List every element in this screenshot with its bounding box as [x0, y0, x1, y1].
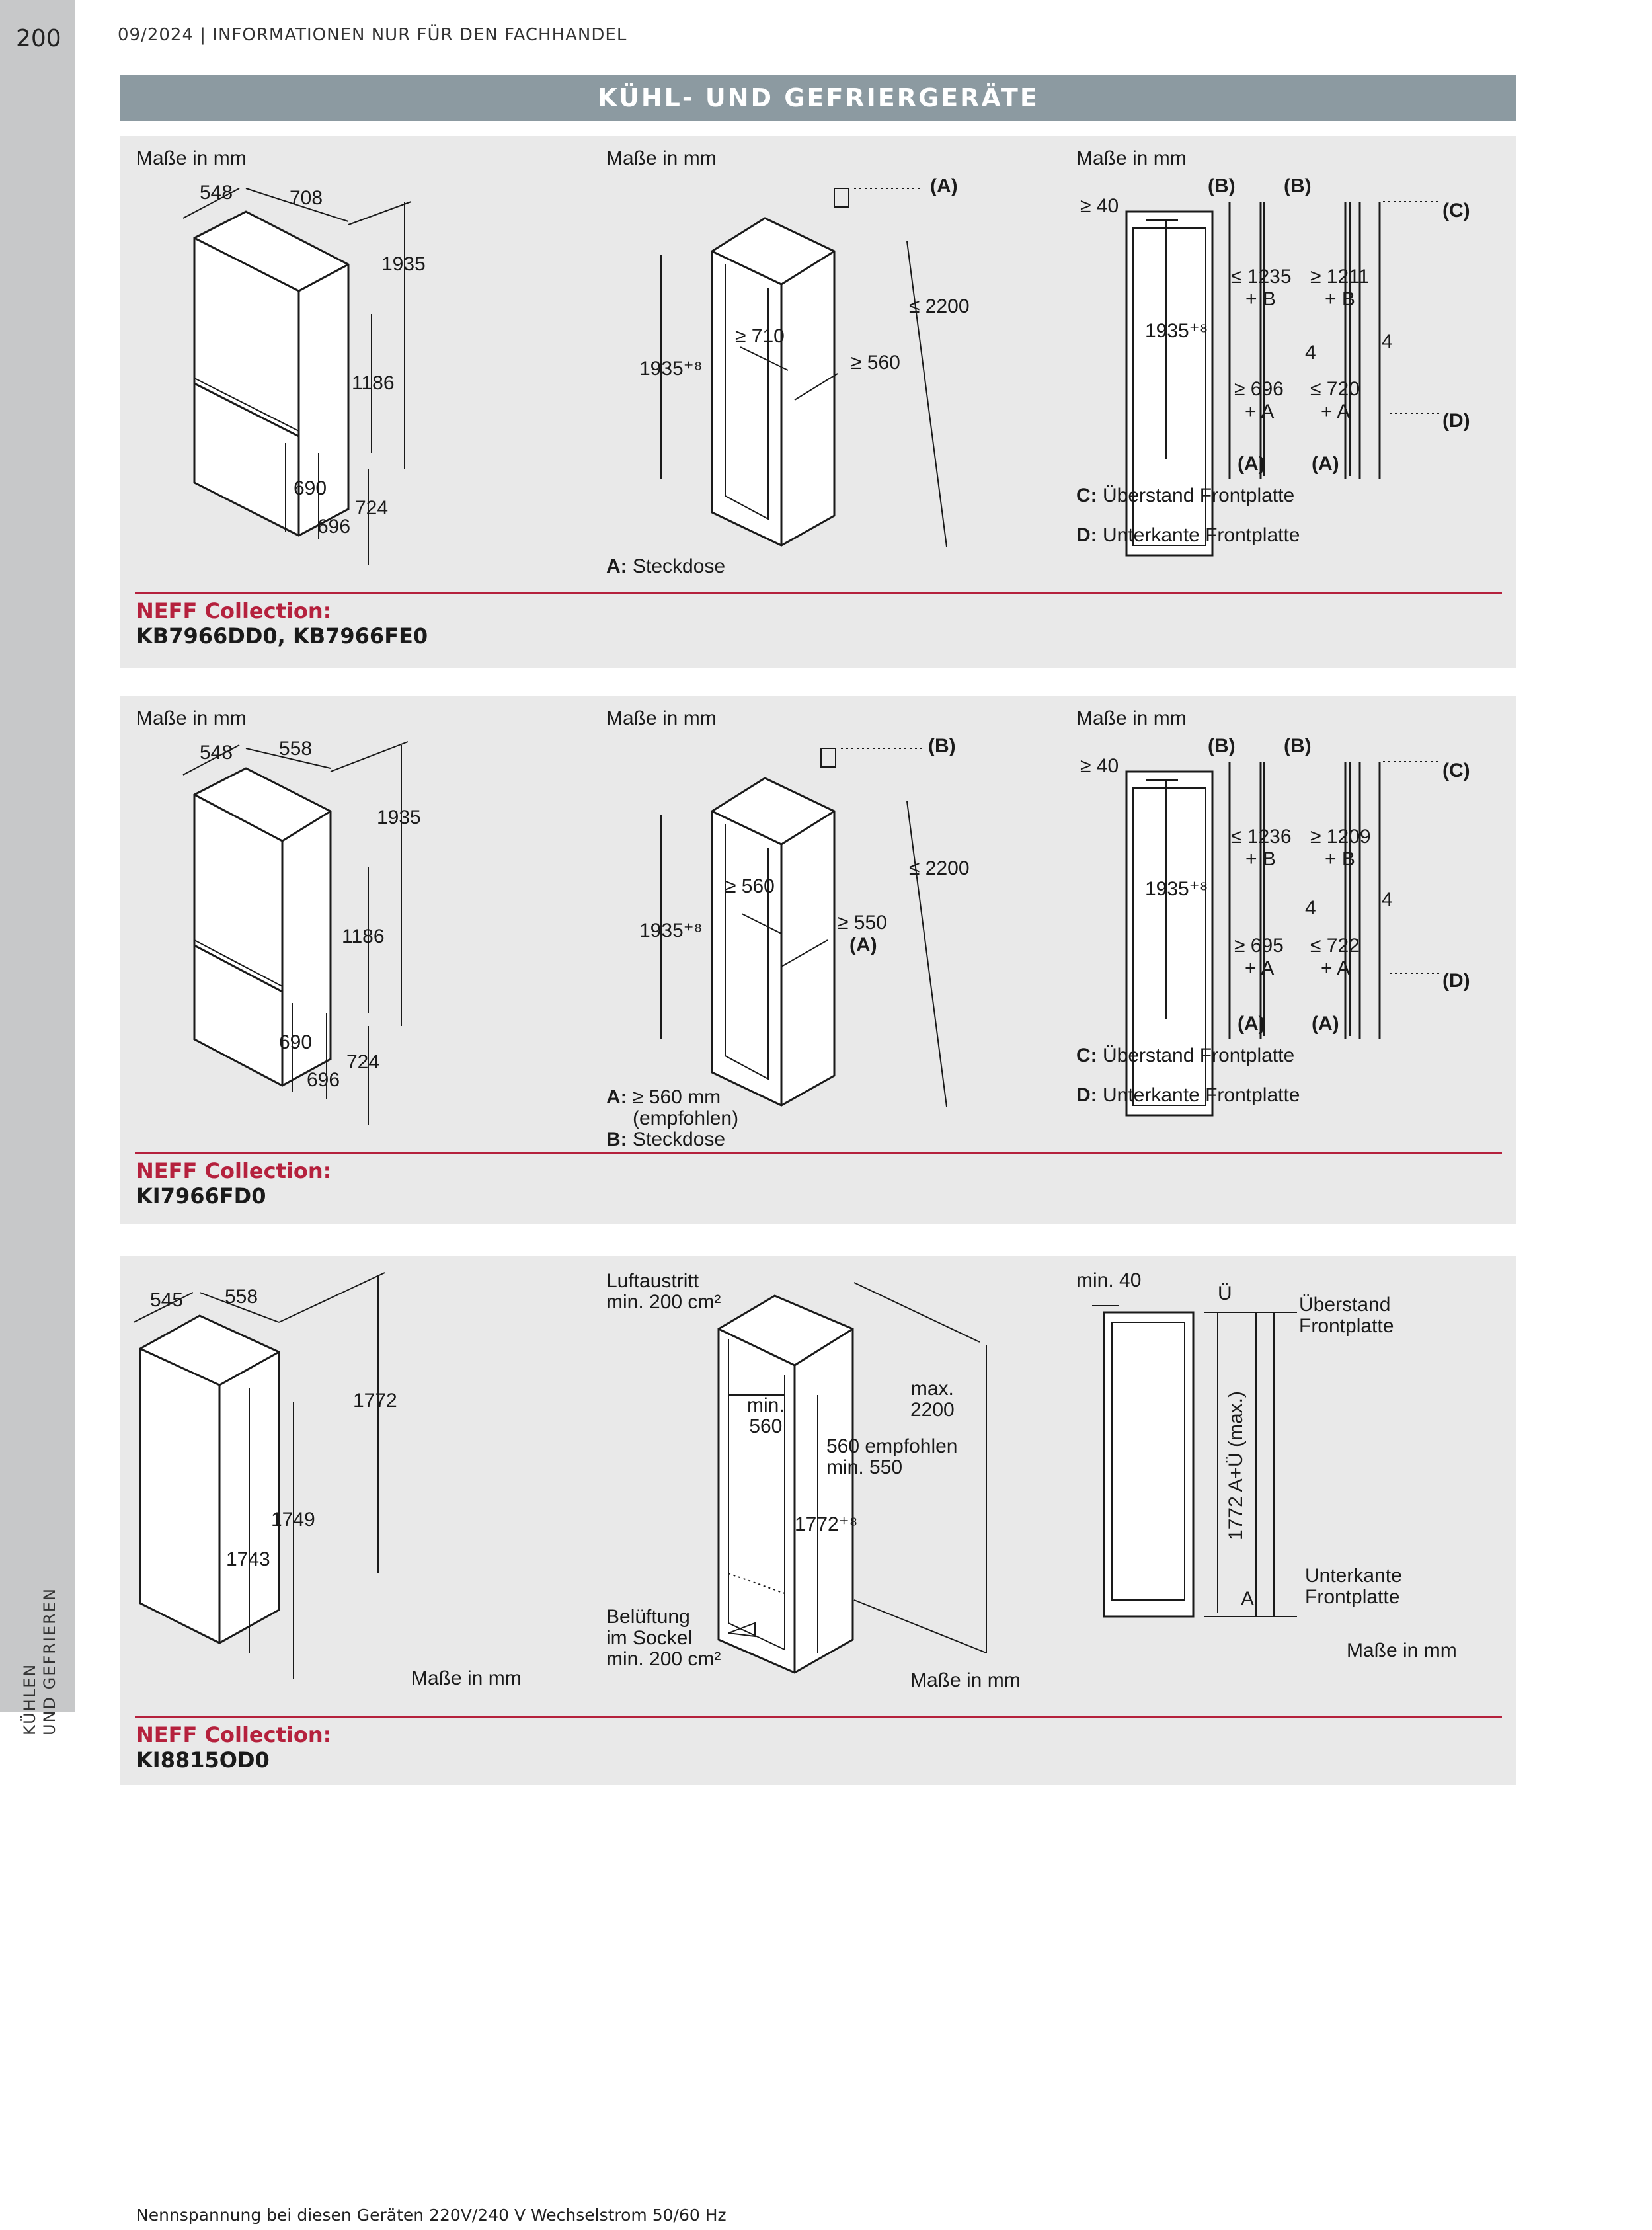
side-b2: (B) — [1284, 735, 1312, 757]
section-divider — [135, 1716, 1502, 1718]
side-upper1-a: ≤ 1235 — [1231, 266, 1292, 288]
side-lower1-a: ≥ 695 — [1234, 935, 1284, 957]
niche-max-height: ≤ 2200 — [909, 857, 970, 879]
side-upper2 — [1310, 826, 1371, 871]
dim-h3: 1743 — [226, 1548, 270, 1570]
vent-line2: im Sockel — [606, 1627, 693, 1649]
air-out-line1: Luftaustritt — [606, 1270, 699, 1292]
c-key: C: — [1076, 1045, 1097, 1066]
side-min-gap: ≥ 40 — [1080, 755, 1119, 777]
side-upper1-a: ≤ 1236 — [1231, 826, 1292, 848]
section-divider — [135, 592, 1502, 594]
overhang-line1: Überstand — [1299, 1294, 1391, 1316]
niche-note — [606, 1087, 738, 1150]
niche-drawing — [661, 748, 947, 1107]
page-title: KÜHL- UND GEFRIERGERÄTE — [120, 75, 1516, 121]
d-text: Unterkante Frontplatte — [1103, 1084, 1300, 1106]
side-upper1-b: + B — [1245, 288, 1276, 310]
side-upper2-b: + B — [1325, 288, 1355, 310]
dim-depth: 545 — [150, 1289, 184, 1311]
side-title: Maße in mm — [1076, 147, 1187, 169]
side-section-drawing — [1092, 1306, 1297, 1616]
niche-air-out — [606, 1271, 721, 1313]
side-lower1 — [1234, 378, 1284, 423]
dim-fridge: 1186 — [342, 926, 385, 947]
min-w-line1: min. — [747, 1394, 785, 1416]
model-numbers: KB7966DD0, KB7966FE0 — [136, 623, 428, 649]
niche-depth: ≥ 560 — [851, 352, 900, 374]
side-title: Maße in mm — [1076, 707, 1187, 729]
niche-depth-value: ≥ 550 — [838, 912, 887, 934]
niche-max-height: ≤ 2200 — [909, 296, 970, 317]
side-gap2: 4 — [1382, 889, 1393, 910]
side-lower1-b: + A — [1245, 957, 1275, 979]
dimension-drawings — [120, 696, 1516, 1224]
niche-depth — [826, 1436, 958, 1478]
depth-line1: 560 empfohlen — [826, 1435, 958, 1457]
niche-socket-marker: (A) — [930, 175, 958, 197]
dim-freezer-c: 724 — [346, 1051, 380, 1073]
niche-drawing — [661, 188, 947, 547]
d-key: D: — [1076, 524, 1097, 546]
side-gap1: 4 — [1305, 897, 1316, 919]
side-note-c — [1076, 485, 1294, 507]
dim-width: 558 — [225, 1286, 258, 1308]
side-b2: (B) — [1284, 175, 1312, 197]
dim-freezer-b: 696 — [307, 1069, 340, 1091]
niche-width: ≥ 560 — [725, 875, 775, 897]
page-number: 200 — [16, 25, 61, 52]
side-overhang — [1299, 1294, 1394, 1337]
max-line2: 2200 — [910, 1399, 955, 1421]
depth-line2: min. 550 — [826, 1456, 903, 1478]
side-lower2-a: ≤ 722 — [1310, 935, 1360, 957]
side-lower2-b: + A — [1321, 401, 1351, 422]
side-bottom-edge — [1305, 1566, 1402, 1608]
dim-height: 1935 — [377, 807, 421, 828]
side-lower2-b: + A — [1321, 957, 1351, 979]
note-text-2: (empfohlen) — [633, 1107, 739, 1129]
dim-h2: 1749 — [271, 1509, 315, 1531]
dim-freezer-b: 696 — [317, 516, 351, 538]
dim-depth: 548 — [200, 742, 233, 764]
sidebar-strip — [0, 0, 75, 1712]
side-height: 1935⁺⁸ — [1145, 320, 1208, 342]
c-key: C: — [1076, 485, 1097, 506]
side-note-c — [1076, 1045, 1294, 1067]
niche-height: 1935⁺⁸ — [639, 358, 703, 379]
dimension-drawings — [120, 136, 1516, 668]
niche-socket-marker: (B) — [928, 735, 956, 757]
dim-fridge: 1186 — [352, 372, 395, 394]
dim-freezer-c: 724 — [355, 497, 389, 519]
side-lower2-a: ≤ 720 — [1310, 378, 1360, 400]
sidebar-label-line1: KÜHLEN — [20, 1663, 39, 1735]
side-lower2 — [1310, 378, 1360, 423]
product-section-2 — [120, 696, 1516, 1224]
side-upper2-b: + B — [1325, 848, 1355, 870]
side-min-gap: ≥ 40 — [1080, 195, 1119, 217]
side-lower1-a: ≥ 696 — [1234, 378, 1284, 400]
bottom-line1: Unterkante — [1305, 1565, 1402, 1587]
d-text: Unterkante Frontplatte — [1103, 524, 1300, 546]
dim-depth: 548 — [200, 182, 233, 204]
side-upper1 — [1231, 826, 1292, 871]
side-vertical-dim: 1772 A+Ü (max.) — [1224, 1391, 1247, 1540]
sidebar-category-label — [20, 1583, 66, 1735]
side-upper1-b: + B — [1245, 848, 1276, 870]
dim-freezer-a: 690 — [294, 477, 327, 499]
dim-height: 1772 — [353, 1390, 397, 1412]
note2-key: B: — [606, 1129, 627, 1150]
side-a2: (A) — [1312, 1013, 1339, 1035]
side-c: (C) — [1442, 760, 1470, 781]
collection-label: NEFF Collection: — [136, 1722, 332, 1747]
note-text: ≥ 560 mm — [633, 1086, 721, 1108]
dim-height: 1935 — [381, 253, 426, 275]
niche-max-height — [910, 1378, 955, 1421]
vent-line3: min. 200 cm² — [606, 1648, 721, 1670]
side-lower1 — [1234, 935, 1284, 980]
side-lower2 — [1310, 935, 1360, 980]
side-note-d — [1076, 1084, 1300, 1107]
side-gap2: 4 — [1382, 331, 1393, 352]
d-key: D: — [1076, 1084, 1097, 1106]
side-u: Ü — [1218, 1283, 1232, 1304]
side-title: Maße in mm — [1347, 1640, 1457, 1661]
product-section-1 — [120, 136, 1516, 668]
c-text: Überstand Frontplatte — [1103, 485, 1295, 506]
product-section-3 — [120, 1256, 1516, 1785]
side-a1: (A) — [1238, 1013, 1265, 1035]
collection-label: NEFF Collection: — [136, 598, 332, 623]
side-gap1: 4 — [1305, 342, 1316, 364]
niche-vent — [606, 1607, 721, 1670]
side-a2: (A) — [1312, 453, 1339, 475]
niche-note — [606, 555, 725, 578]
niche-title: Maße in mm — [910, 1669, 1021, 1691]
appliance-title: Maße in mm — [136, 147, 247, 169]
side-height: 1935⁺⁸ — [1145, 878, 1208, 900]
niche-depth — [838, 912, 887, 957]
niche-height: 1772⁺⁸ — [795, 1513, 858, 1535]
model-numbers: KI8815OD0 — [136, 1747, 270, 1772]
niche-width: ≥ 710 — [735, 325, 785, 347]
side-c: (C) — [1442, 200, 1470, 221]
side-d: (D) — [1442, 410, 1470, 432]
note-key: A: — [606, 555, 627, 577]
appliance-title: Maße in mm — [411, 1667, 522, 1689]
niche-min-width — [747, 1395, 785, 1437]
appliance-drawing — [134, 1273, 385, 1679]
dim-width: 558 — [279, 738, 313, 760]
sidebar-label-line2: UND GEFRIEREN — [40, 1587, 59, 1735]
side-lower1-b: + A — [1245, 401, 1275, 422]
side-b1: (B) — [1208, 735, 1236, 757]
appliance-title: Maße in mm — [136, 707, 247, 729]
note2-text: Steckdose — [633, 1129, 726, 1150]
side-upper1 — [1231, 266, 1292, 311]
c-text: Überstand Frontplatte — [1103, 1045, 1295, 1066]
side-min-gap: min. 40 — [1076, 1269, 1142, 1291]
vent-line1: Belüftung — [606, 1606, 690, 1628]
air-out-line2: min. 200 cm² — [606, 1291, 721, 1313]
dim-width: 708 — [290, 187, 323, 209]
side-note-d — [1076, 524, 1300, 547]
side-upper2-a: ≥ 1211 — [1310, 266, 1370, 288]
max-line1: max. — [910, 1378, 954, 1400]
side-d: (D) — [1442, 970, 1470, 992]
niche-height: 1935⁺⁸ — [639, 920, 703, 941]
side-upper2 — [1310, 266, 1369, 311]
side-a1: (A) — [1238, 453, 1265, 475]
niche-depth-note: (A) — [849, 934, 877, 956]
model-numbers: KI7966FD0 — [136, 1183, 266, 1209]
side-a: A — [1241, 1588, 1255, 1610]
section-divider — [135, 1152, 1502, 1154]
side-b1: (B) — [1208, 175, 1236, 197]
side-upper2-a: ≥ 1209 — [1310, 826, 1371, 848]
note-text: Steckdose — [633, 555, 726, 577]
niche-title: Maße in mm — [606, 707, 717, 729]
page-header: 09/2024 | INFORMATIONEN NUR FÜR DEN FACHHANDEL — [118, 25, 627, 45]
dim-freezer-a: 690 — [279, 1031, 313, 1053]
collection-label: NEFF Collection: — [136, 1158, 332, 1183]
note-key: A: — [606, 1086, 627, 1108]
page-footer: Nennspannung bei diesen Geräten 220V/240 V Wechselstrom 50/60 Hz — [136, 2206, 727, 2225]
overhang-line2: Frontplatte — [1299, 1315, 1394, 1337]
bottom-line2: Frontplatte — [1305, 1586, 1400, 1608]
niche-title: Maße in mm — [606, 147, 717, 169]
min-w-line2: 560 — [749, 1415, 783, 1437]
